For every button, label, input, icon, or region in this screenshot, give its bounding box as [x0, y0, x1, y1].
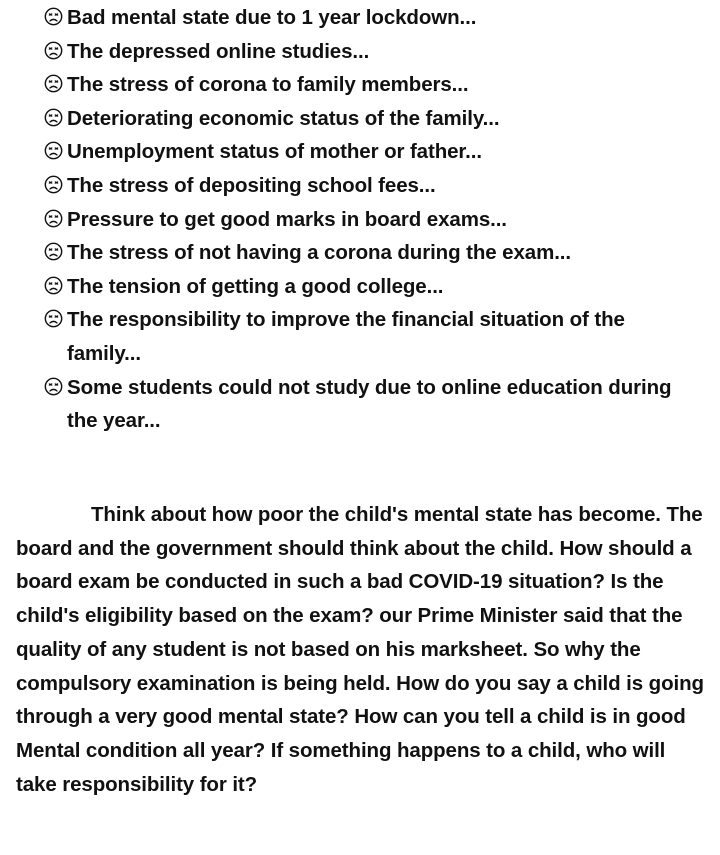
list-item-text: The depressed online studies... [67, 39, 370, 63]
list-item-text: The stress of depositing school fees... [67, 173, 436, 197]
sad-face-icon [44, 276, 63, 295]
list-item-text: The responsibility to improve the financial situation of the family... [67, 308, 625, 365]
list-item [44, 303, 684, 370]
sad-face-icon [44, 108, 63, 127]
list-item-text: Some students could not study due to online education during the year... [67, 375, 672, 433]
sad-face-icon [44, 74, 63, 93]
list-item [44, 270, 684, 304]
list-item [44, 68, 684, 102]
concerns-list [44, 1, 684, 438]
sad-face-icon [44, 41, 63, 60]
list-item-text: The stress of corona to family members... [67, 73, 469, 97]
body-paragraph: Think about how poor the child's mental state has become. The board and the government should think about the child. How should a board exam be conducted in such a bad COVID-19 situation? Is the child's eligibility based on the exam? our Prime Minister said that the quality of any student is not based on his marksheet. So why the compulsory examination is being held. How do you say a child is going through a very good mental state? How can you tell a child is in good Mental condition all year? If something happens to a child, who will take responsibility for it? [16, 503, 704, 796]
list-item-text: The stress of not having a corona during the exam... [67, 241, 571, 265]
list-item [44, 35, 684, 69]
sad-face-icon [44, 377, 63, 396]
list-item-text: Unemployment status of mother or father... [67, 140, 482, 164]
sad-face-icon [44, 141, 63, 160]
sad-face-icon [44, 7, 63, 26]
list-item [44, 236, 684, 270]
list-item-text: Deteriorating economic status of the family... [67, 106, 500, 130]
list-item [44, 1, 684, 35]
list-item [44, 203, 684, 237]
list-item [44, 135, 684, 169]
list-item-text: Bad mental state due to 1 year lockdown... [67, 6, 477, 29]
list-item [44, 102, 684, 136]
list-item-text: Pressure to get good marks in board exams... [67, 207, 507, 231]
sad-face-icon [44, 209, 63, 228]
sad-face-icon [44, 309, 63, 328]
list-item [44, 169, 684, 203]
list-item [44, 371, 684, 438]
sad-face-icon [44, 242, 63, 261]
list-item-text: The tension of getting a good college... [67, 274, 444, 298]
sad-face-icon [44, 175, 63, 194]
